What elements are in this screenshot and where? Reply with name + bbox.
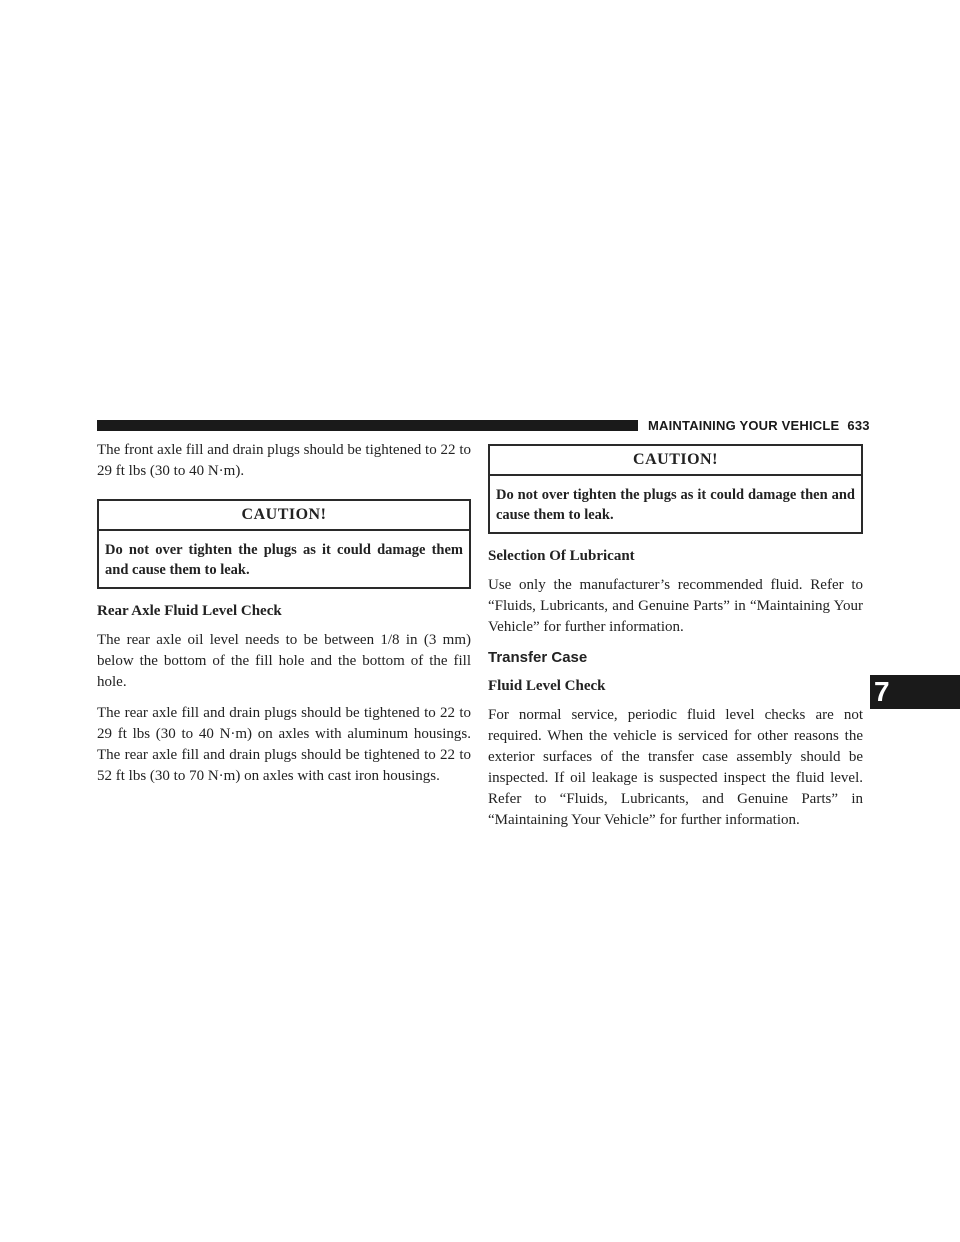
fluid-level-paragraph: For normal service, periodic fluid level checks are not required. When the vehicle is serviced for other reasons the exterior surfaces of the transfer case assembly should be inspected. If oil leakage is suspected inspect the fluid level. Refer to “Fluids, Lubricants, and Genuine Parts” in “Maintaining Your Vehicle” for further information. xyxy=(488,707,863,828)
right-column xyxy=(488,440,863,841)
caution-box-right xyxy=(488,444,863,534)
lubricant-paragraph: Use only the manufacturer’s recommended fluid. Refer to “Fluids, Lubricants, and Genuine Parts” in “Maintaining Your Vehicle” for further information. xyxy=(488,577,863,635)
caution-title: CAUTION! xyxy=(99,501,469,531)
rear-axle-level-paragraph: The rear axle oil level needs to be between 1/8 in (3 mm) below the bottom of the fill hole and the bottom of the fill hole. xyxy=(97,632,471,690)
front-axle-plug-paragraph: The front axle fill and drain plugs should be tightened to 22 to 29 ft lbs (30 to 40 N·m). xyxy=(97,442,471,479)
rear-axle-plug-paragraph: The rear axle fill and drain plugs should be tightened to 22 to 29 ft lbs (30 to 40 N·m) on axles with aluminum housings. The rear axle fill and drain plugs should be tightened to 22 to 52 ft lbs (30 to 70 N·m) on axles with cast iron housings. xyxy=(97,705,471,784)
left-column xyxy=(97,440,471,797)
rear-axle-heading: Rear Axle Fluid Level Check xyxy=(97,603,282,619)
caution-text: Do not over tighten the plugs as it could damage them and cause them to leak. xyxy=(105,542,463,578)
running-header xyxy=(648,418,870,433)
caution-text: Do not over tighten the plugs as it could damage then and cause them to leak. xyxy=(496,487,855,523)
header-rule xyxy=(97,420,638,431)
chapter-tab: 7 xyxy=(870,675,960,709)
section-title: MAINTAINING YOUR VEHICLE xyxy=(648,418,840,433)
caution-title: CAUTION! xyxy=(490,446,861,476)
page-number: 633 xyxy=(847,418,870,433)
transfer-case-heading: Transfer Case xyxy=(488,649,588,666)
caution-box-left xyxy=(97,499,471,589)
lubricant-heading: Selection Of Lubricant xyxy=(488,548,635,564)
fluid-level-heading: Fluid Level Check xyxy=(488,678,606,694)
